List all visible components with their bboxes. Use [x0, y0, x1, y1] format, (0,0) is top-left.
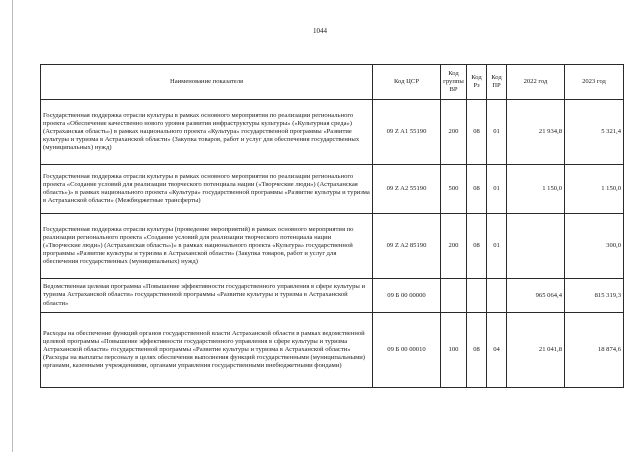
row-rz: 08 — [467, 313, 487, 388]
row-vr: 500 — [441, 165, 467, 214]
table-row — [41, 279, 624, 313]
row-2023: 1 150,0 — [565, 165, 624, 214]
header-2022: 2022 год — [507, 65, 565, 100]
row-2022: 21 041,8 — [507, 313, 565, 388]
row-rz: 08 — [467, 165, 487, 214]
row-csr: 09 Б 00 00010 — [373, 313, 441, 388]
row-name: Государственная поддержка отрасли культуры (проведение мероприятий) в рамках основного мероприятия по реализации регионального проекта «Создание условий для реализации творческого потенциала нации («Творческие люди») (Астраханская область»)» в рамках национального проекта «Культура» государственной программы «Развитие культуры и туризма в Астраханской области» (Закупка товаров, работ и услуг для обеспечения государственных (муниципальных) нужд) — [41, 214, 373, 279]
row-2023: 5 321,4 — [565, 100, 624, 165]
row-csr: 09 Z A2 55190 — [373, 165, 441, 214]
table-row — [41, 313, 624, 388]
table-row — [41, 165, 624, 214]
row-rz: 08 — [467, 100, 487, 165]
row-2022 — [507, 214, 565, 279]
row-pr: 04 — [487, 313, 507, 388]
row-csr: 09 Б 00 00000 — [373, 279, 441, 313]
row-2022: 1 150,0 — [507, 165, 565, 214]
table-row — [41, 214, 624, 279]
row-vr — [441, 279, 467, 313]
page-left-edge — [12, 0, 13, 452]
row-name: Государственная поддержка отрасли культуры в рамках основного мероприятия по реализации регионального проекта «Обеспечение качественно нового уровня развития инфраструктуры культуры» («Культурная среда») (Астраханская область») в рамках национального проекта «Культура» государственной программы «Развитие культуры и туризма в Астраханской области» (Закупка товаров, работ и услуг для обеспечения государственных (муниципальных) нужд) — [41, 100, 373, 165]
row-name: Государственная поддержка отрасли культуры в рамках основного мероприятия по реализации регионального проекта «Создание условий для реализации творческого потенциала нации («Творческие люди») (Астраханская область»)» в рамках национального проекта «Культура» государственной программы «Развитие культуры и туризма в Астраханской области» (Межбюджетные трансферты) — [41, 165, 373, 214]
row-vr: 100 — [441, 313, 467, 388]
table-row — [41, 100, 624, 165]
row-vr: 200 — [441, 214, 467, 279]
row-csr: 09 Z A2 85190 — [373, 214, 441, 279]
row-2022: 965 064,4 — [507, 279, 565, 313]
budget-table — [40, 64, 624, 388]
row-2023: 300,0 — [565, 214, 624, 279]
row-csr: 09 Z A1 55190 — [373, 100, 441, 165]
row-pr: 01 — [487, 100, 507, 165]
header-rz: Код Рз — [467, 65, 487, 100]
table-header-row — [41, 65, 624, 100]
header-2023: 2023 год — [565, 65, 624, 100]
header-name: Наименование показателя — [41, 65, 373, 100]
row-2023: 18 874,6 — [565, 313, 624, 388]
row-name: Расходы на обеспечение функций органов государственной власти Астраханской области в рамках ведомственной целевой программы «Повышение эффективности государственного управления в сфере культуры и туризма Астраханской области» государственной программы «Развитие культуры и туризма в Астраханской области» (Расходы на выплаты персоналу в целях обеспечения выполнения функций государственными (муниципальными) органами, казенными учреждениями, органами управления государственными внебюджетными фондами) — [41, 313, 373, 388]
row-2023: 815 319,3 — [565, 279, 624, 313]
row-pr: 01 — [487, 214, 507, 279]
page-number: 1044 — [313, 27, 327, 35]
header-vr: Код группы ВР — [441, 65, 467, 100]
row-pr: 01 — [487, 165, 507, 214]
row-rz — [467, 279, 487, 313]
row-name: Ведомственная целевая программа «Повышение эффективности государственного управления в сфере культуры и туризма Астраханской области» государственной программы «Развитие культуры и туризма в Астраханской области» — [41, 279, 373, 313]
row-vr: 200 — [441, 100, 467, 165]
header-csr: Код ЦСР — [373, 65, 441, 100]
row-rz: 08 — [467, 214, 487, 279]
row-2022: 21 934,8 — [507, 100, 565, 165]
row-pr — [487, 279, 507, 313]
header-pr: Код ПР — [487, 65, 507, 100]
